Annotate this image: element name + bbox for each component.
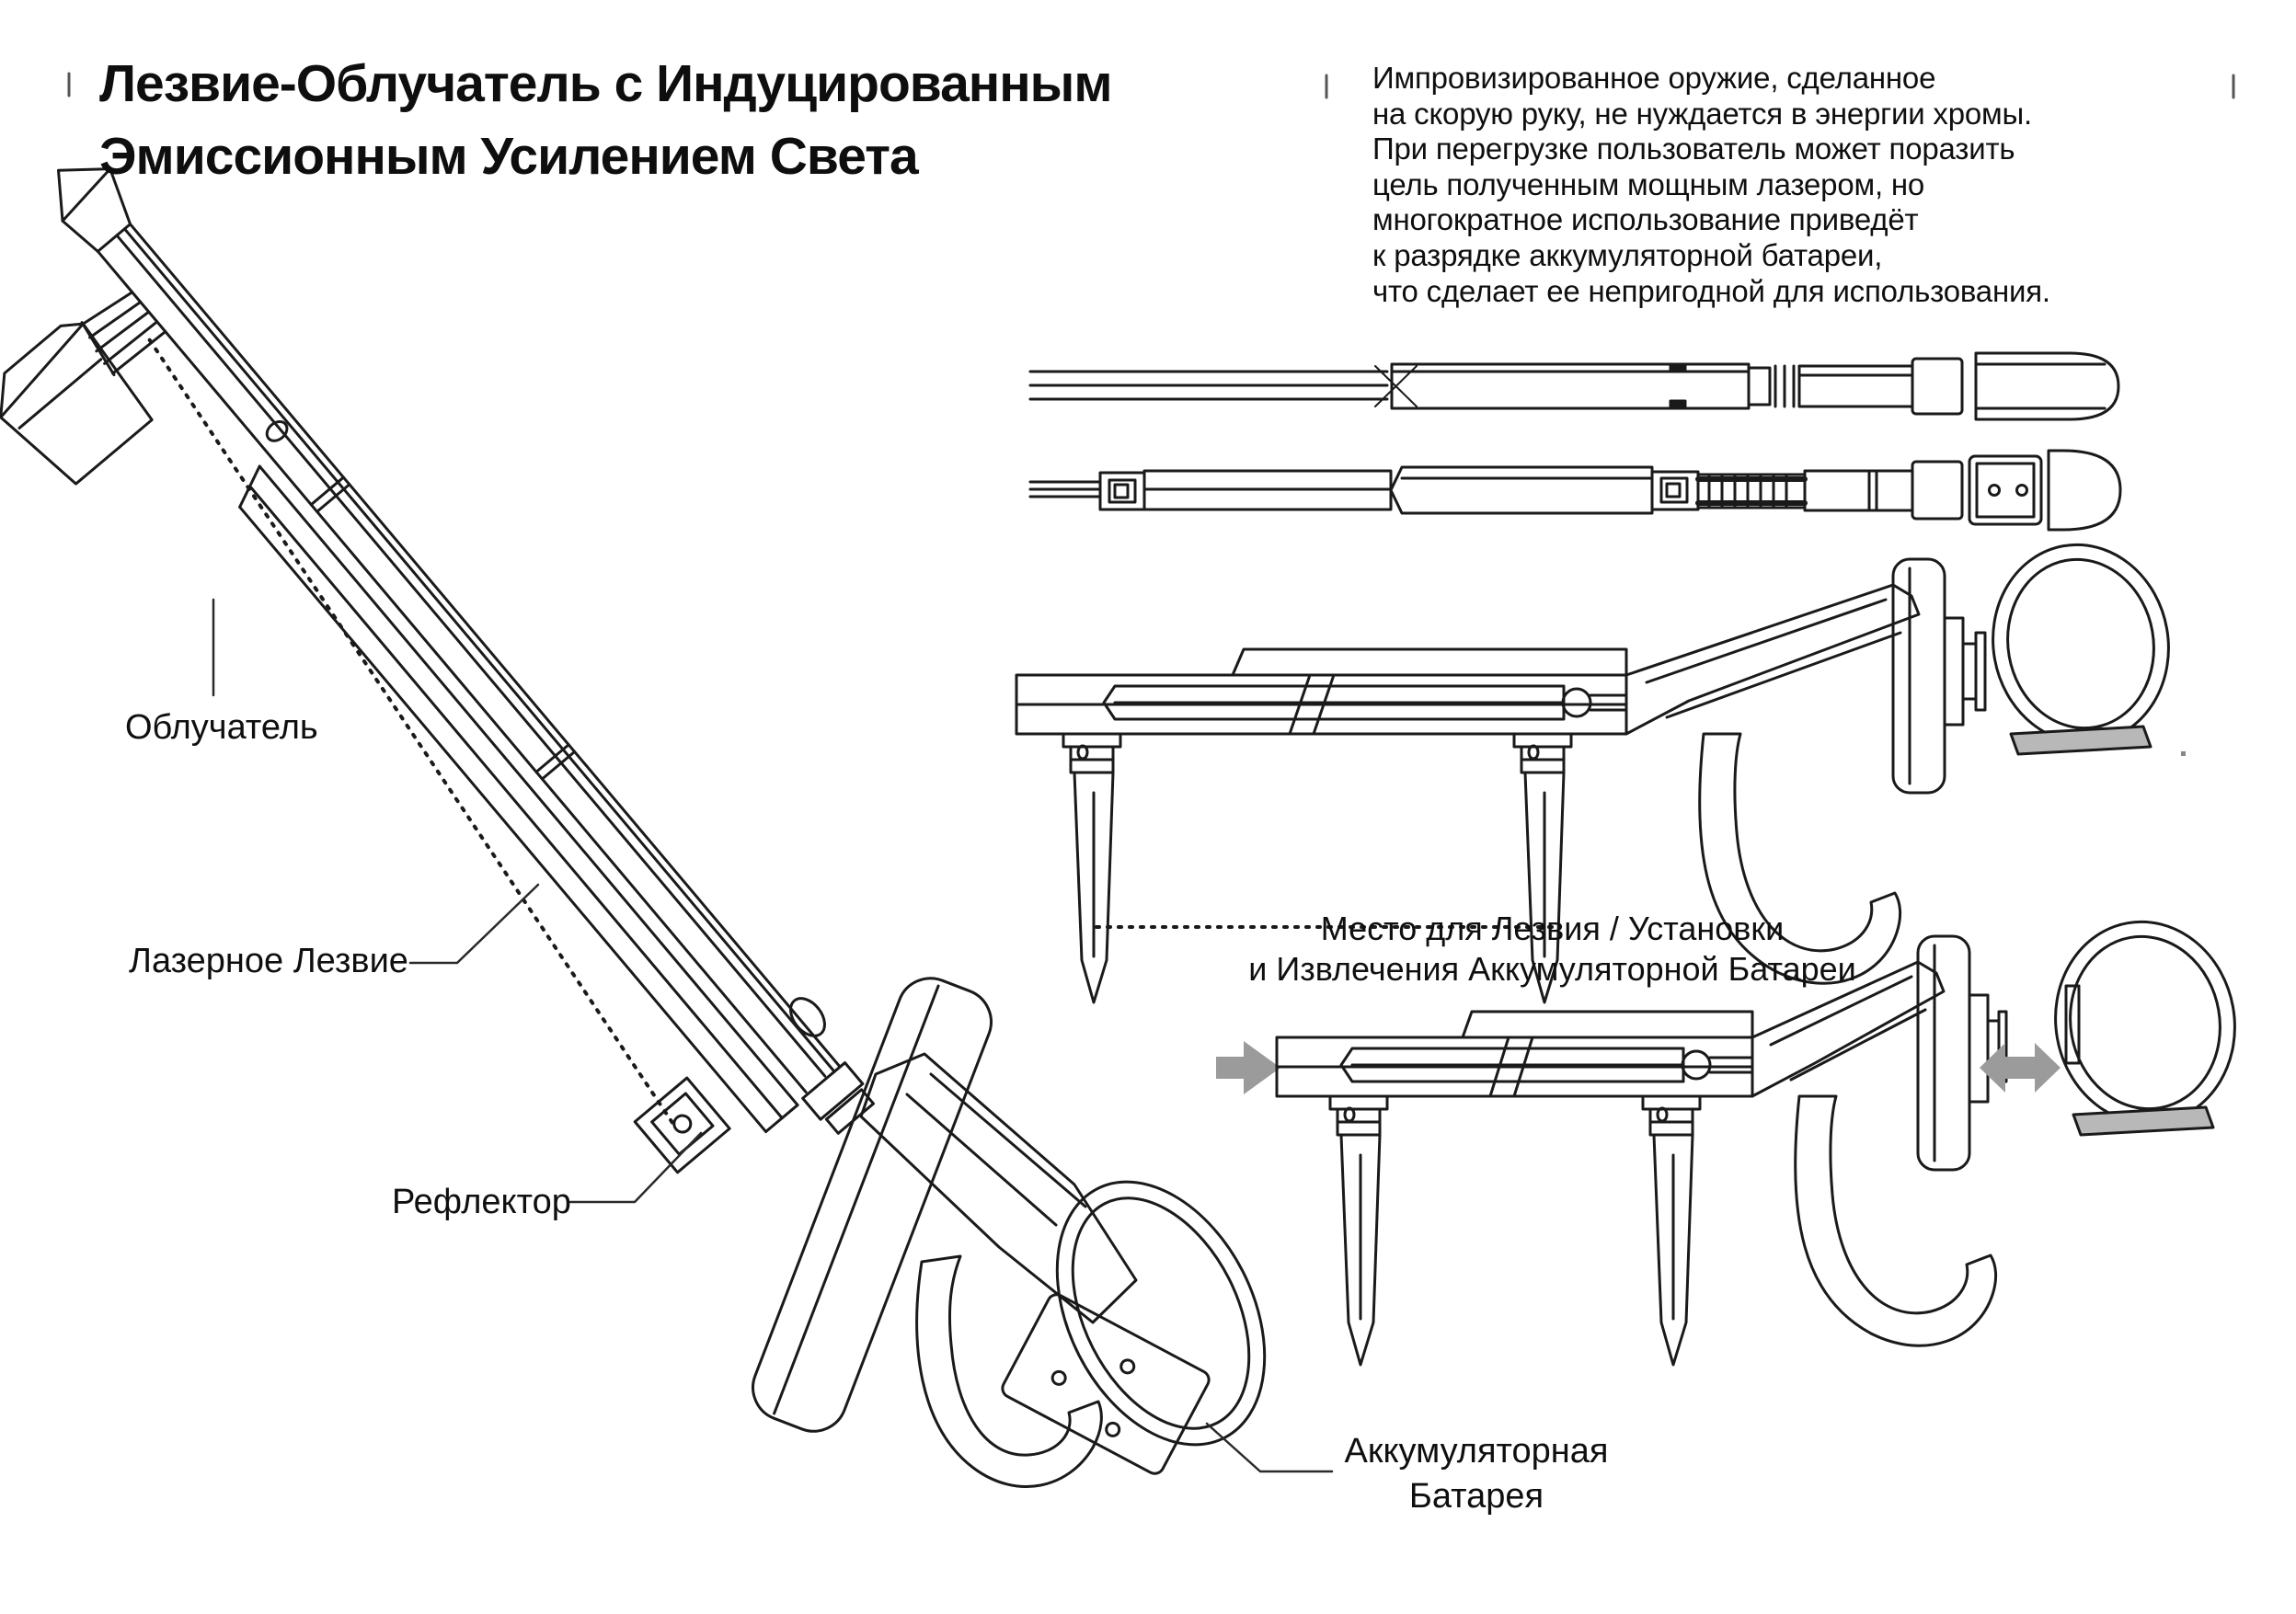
weapon-description: [1372, 61, 2050, 309]
description-line: многократное использование приведёт: [1372, 202, 1919, 237]
insert-arrow-icon: [1216, 1041, 1280, 1094]
battery-disc: [1016, 1147, 1306, 1480]
irradiator-label: Облучатель: [125, 708, 318, 747]
description-line: что сделает ее непригодной для использования.: [1372, 273, 2050, 308]
blade-slot-caption-line-1: Место для Лезвия / Установки: [1320, 910, 1785, 947]
reflector-unit: [635, 1078, 729, 1173]
laser-blade-label: Лазерное Лезвие: [129, 942, 408, 980]
top-view-figure: [1030, 353, 2118, 419]
laser-blade-leader: [410, 885, 538, 963]
battery-label-line-2: Батарея: [1408, 1477, 1544, 1516]
leader-lines: [213, 600, 1332, 1471]
battery-label: [1325, 1429, 1628, 1519]
reflector-label: Рефлектор: [392, 1183, 571, 1221]
page-title: [99, 48, 1112, 193]
print-speck: [2181, 751, 2186, 756]
battery-label-line-1: Аккумуляторная: [1344, 1432, 1609, 1471]
guard-slab: [743, 968, 1001, 1440]
description-line: цель полученным мощным лазером, но: [1372, 166, 1925, 201]
description-line: Импровизированное оружие, сделанное: [1372, 61, 1936, 95]
description-line: на скорую руку, не нуждается в энергии хромы.: [1372, 96, 2033, 131]
blade-slot-caption: [1246, 909, 1858, 990]
side-view-figure: [1030, 451, 2120, 530]
battery-mount-plate: [999, 1291, 1211, 1477]
page-title-line-1: Лезвие-Облучатель с Индуцированным: [99, 54, 1112, 113]
swap-arrow-icon: [1980, 1043, 2061, 1093]
description-line: При перегрузке пользователь может поразить: [1372, 132, 2015, 166]
grip-arm: [861, 1054, 1136, 1322]
battery-leader: [1207, 1424, 1332, 1471]
blade-slot-caption-line-2: и Извлечения Аккумуляторной Батареи: [1248, 950, 1856, 988]
page-title-line-2: Эмиссионным Усилением Света: [99, 127, 918, 186]
description-line: к разрядке аккумуляторной батареи,: [1372, 237, 1883, 272]
